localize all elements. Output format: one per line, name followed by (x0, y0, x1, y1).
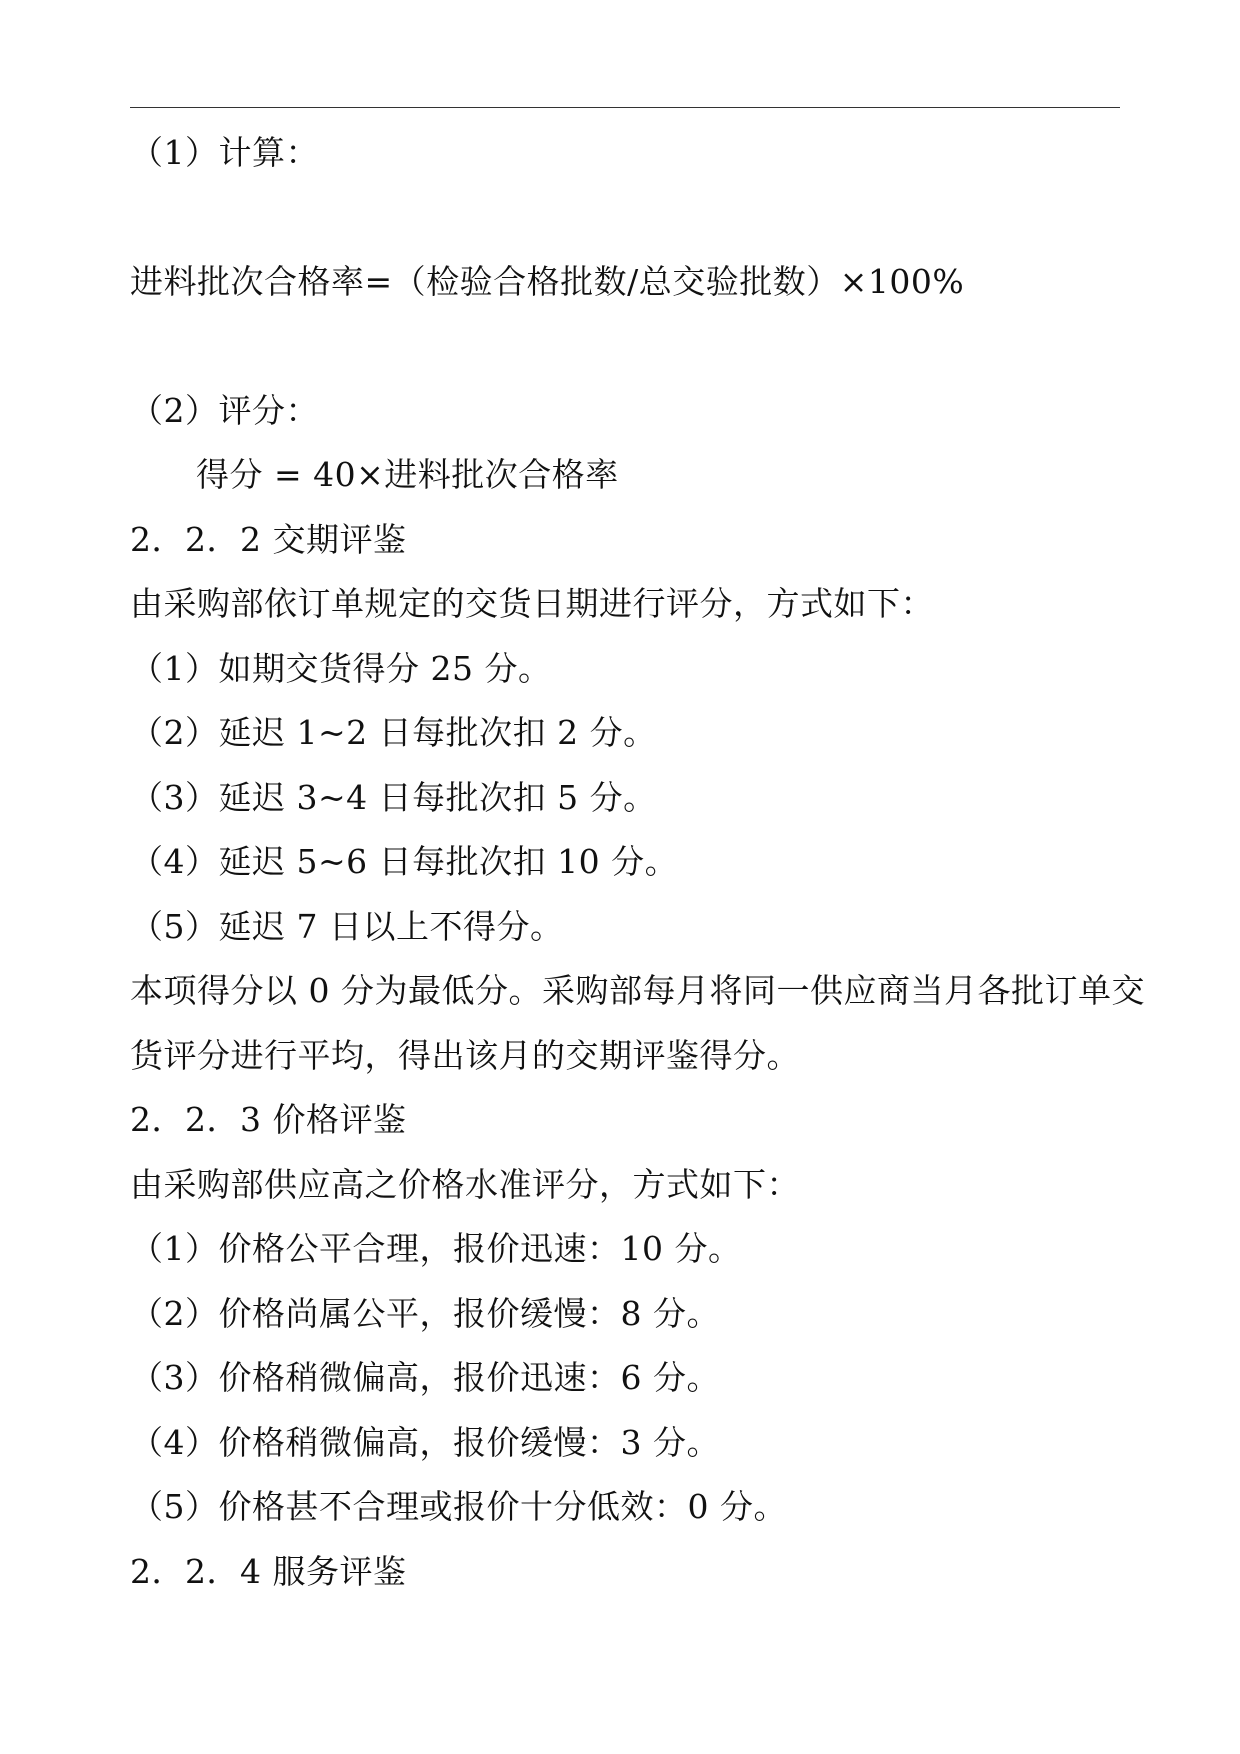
list-item: （1）如期交货得分 25 分。 (130, 649, 552, 688)
list-item: （4）延迟 5~6 日每批次扣 10 分。 (130, 842, 679, 881)
score-formula: 得分 = 40×进料批次合格率 (196, 455, 619, 494)
list-item: （2）延迟 1~2 日每批次扣 2 分。 (130, 713, 657, 752)
paragraph: 本项得分以 0 分为最低分。采购部每月将同一供应商当月各批订单交 (130, 971, 1145, 1010)
list-item: （5）延迟 7 日以上不得分。 (130, 907, 564, 946)
list-item: （5）价格甚不合理或报价十分低效：0 分。 (130, 1487, 787, 1526)
section-2-2-3-heading: 2．2．3 价格评鉴 (130, 1100, 407, 1139)
list-item: （1）价格公平合理，报价迅速：10 分。 (130, 1229, 742, 1268)
list-item: （2）价格尚属公平，报价缓慢：8 分。 (130, 1294, 720, 1333)
list-item: （3）延迟 3~4 日每批次扣 5 分。 (130, 778, 657, 817)
header-rule (130, 107, 1120, 108)
paragraph: 由采购部供应高之价格水准评分，方式如下： (130, 1165, 800, 1204)
paragraph: 货评分进行平均，得出该月的交期评鉴得分。 (130, 1036, 800, 1075)
calc-heading: （1）计算： (130, 133, 319, 172)
formula-line: 进料批次合格率=（检验合格批数/总交验批数）×100% (130, 262, 965, 301)
list-item: （4）价格稍微偏高，报价缓慢：3 分。 (130, 1423, 720, 1462)
section-2-2-4-heading: 2．2．4 服务评鉴 (130, 1552, 407, 1591)
list-item: （3）价格稍微偏高，报价迅速：6 分。 (130, 1358, 720, 1397)
score-heading: （2）评分： (130, 391, 319, 430)
section-2-2-2-heading: 2．2．2 交期评鉴 (130, 520, 407, 559)
paragraph: 由采购部依订单规定的交货日期进行评分，方式如下： (130, 584, 934, 623)
